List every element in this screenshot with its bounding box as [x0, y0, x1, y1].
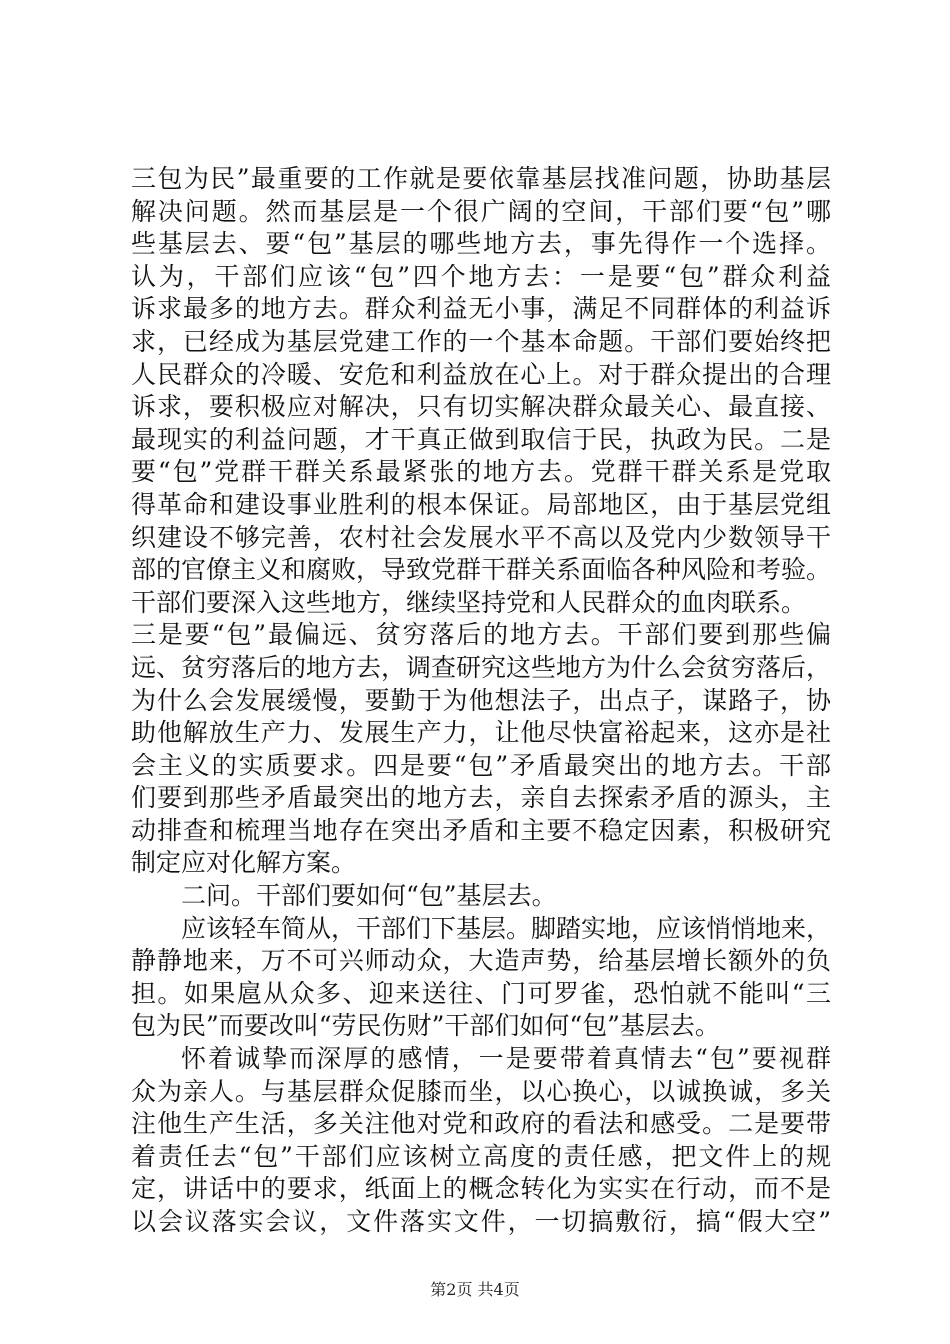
- text-line: 会主义的实质要求。四是要“包”矛盾最突出的地方去。干部: [131, 750, 831, 780]
- text-line: 认为，干部们应该“包”四个地方去：一是要“包”群众利益: [131, 261, 831, 291]
- text-line: 怀着诚挚而深厚的感情，一是要带着真情去“包”要视群: [181, 1044, 831, 1074]
- text-line: 最现实的利益问题，才干真正做到取信于民，执政为民。二是: [131, 424, 831, 454]
- text-line: 以会议落实会议，文件落实文件，一切搞敷衍，搞“假大空”: [131, 1207, 831, 1236]
- text-line: 定，讲话中的要求，纸面上的概念转化为实实在行动，而不是: [131, 1174, 831, 1204]
- text-line: 制定应对化解方案。: [131, 848, 357, 878]
- text-line: 担。如果扈从众多、迎来送往、门可罗雀，恐怕就不能叫“三: [131, 978, 831, 1008]
- text-line: 诉求，要积极应对解决，只有切实解决群众最关心、最直接、: [131, 392, 831, 422]
- text-line: 动排查和梳理当地存在突出矛盾和主要不稳定因素，积极研究: [131, 815, 831, 845]
- text-line: 部的官僚主义和腐败，导致党群干群关系面临各种风险和考验。: [131, 555, 831, 585]
- text-line: 着责任去“包”干部们应该树立高度的责任感，把文件上的规: [131, 1141, 831, 1171]
- section-heading: 二问。干部们要如何“包”基层去。: [181, 881, 557, 911]
- text-line: 要“包”党群干群关系最紧张的地方去。党群干群关系是党取: [131, 457, 831, 487]
- document-body: [131, 163, 831, 1239]
- text-line: 三包为民”最重要的工作就是要依靠基层找准问题，协助基层: [131, 164, 831, 193]
- text-line: 求，已经成为基层党建工作的一个基本命题。干部们要始终把: [131, 326, 831, 356]
- text-line: 些基层去、要“包”基层的哪些地方去，事先得作一个选择。: [131, 229, 831, 259]
- text-line: 众为亲人。与基层群众促膝而坐，以心换心，以诚换诚，多关: [131, 1076, 831, 1106]
- text-line: 干部们要深入这些地方，继续坚持党和人民群众的血肉联系。: [131, 587, 807, 617]
- text-line: 为什么会发展缓慢，要勤于为他想法子，出点子，谋路子，协: [131, 685, 831, 715]
- text-line: 解决问题。然而基层是一个很广阔的空间，干部们要“包”哪: [131, 196, 831, 226]
- text-line: 人民群众的冷暖、安危和利益放在心上。对于群众提出的合理: [131, 359, 831, 389]
- page-number-footer: 第2页 共4页: [430, 1280, 520, 1299]
- text-line: 注他生产生活，多关注他对党和政府的看法和感受。二是要带: [131, 1109, 831, 1139]
- text-line: 应该轻车简从，干部们下基层。脚踏实地，应该悄悄地来，: [181, 913, 831, 943]
- text-line: 远、贫穷落后的地方去，调查研究这些地方为什么会贫穷落后，: [131, 652, 831, 682]
- text-line: 织建设不够完善，农村社会发展水平不高以及党内少数领导干: [131, 522, 831, 552]
- text-line: 包为民”而要改叫“劳民伤财”干部们如何“包”基层去。: [131, 1011, 720, 1041]
- text-line: 助他解放生产力、发展生产力，让他尽快富裕起来，这亦是社: [131, 718, 831, 748]
- text-line: 三是要“包”最偏远、贫穷落后的地方去。干部们要到那些偏: [131, 620, 831, 650]
- text-line: 得革命和建设事业胜利的根本保证。局部地区，由于基层党组: [131, 489, 831, 519]
- text-line: 们要到那些矛盾最突出的地方去，亲自去探索矛盾的源头，主: [131, 783, 831, 813]
- text-line: 静静地来，万不可兴师动众，大造声势，给基层增长额外的负: [131, 946, 831, 976]
- text-line: 诉求最多的地方去。群众利益无小事，满足不同群体的利益诉: [131, 294, 831, 324]
